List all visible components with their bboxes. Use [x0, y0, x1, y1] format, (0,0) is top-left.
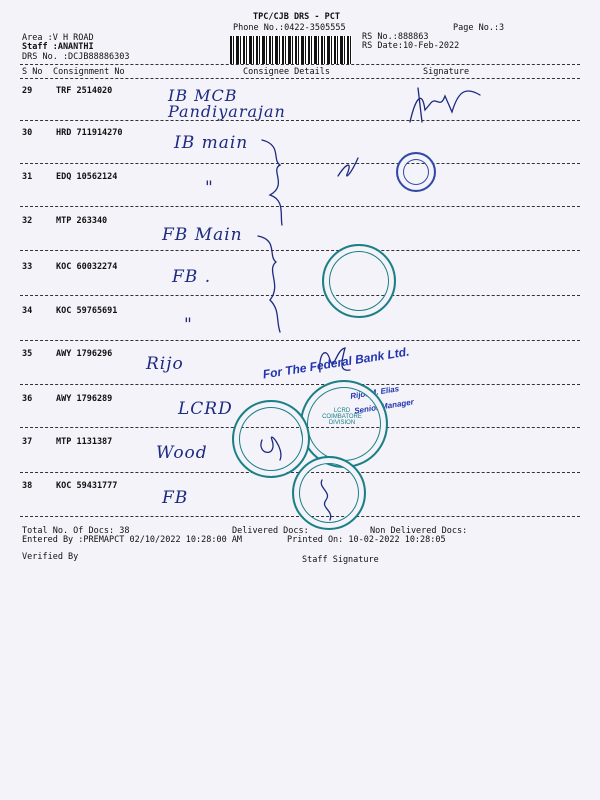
federal-bank-small-stamp — [396, 152, 436, 192]
row-sno: 32 — [22, 216, 33, 226]
row-sno: 30 — [22, 128, 33, 138]
row-handwritten-note: IB main — [174, 133, 249, 153]
row-consignment: HRD 711914270 — [56, 128, 123, 138]
delivered-docs: Delivered Docs: — [232, 526, 309, 536]
row-sno: 38 — [22, 481, 33, 491]
lcrd-stamp-text — [322, 408, 362, 426]
lcrd-line-2: COIMBATORE — [322, 414, 362, 420]
row-handwritten-note: " — [184, 315, 193, 335]
row-consignment: KOC 60032274 — [56, 262, 118, 272]
row-handwritten-note: LCRD — [178, 399, 233, 419]
row-sno: 37 — [22, 437, 33, 447]
bank-stamp-line: For The Federal Bank Ltd. — [261, 344, 411, 382]
lcrd-line-1: LCRD — [333, 408, 351, 414]
page-number: Page No.:3 — [453, 23, 505, 33]
row-handwritten-note: FB — [162, 488, 189, 508]
signature-row31 — [338, 158, 358, 176]
phone-number: Phone No.:0422-3505555 — [233, 23, 346, 33]
row-consignment: KOC 59765691 — [56, 306, 118, 316]
column-signature: Signature — [423, 67, 470, 77]
entered-by: Entered By :PREMAPCT 02/10/2022 10:28:00 AM — [22, 535, 243, 545]
area-label: Area :V H ROAD — [22, 33, 94, 43]
column-sno: S No — [22, 67, 43, 77]
non-delivered-docs: Non Delivered Docs: — [370, 526, 468, 536]
federal-bank-lower-stamp — [292, 456, 366, 530]
document-title: TPC/CJB DRS - PCT — [253, 12, 340, 22]
row-handwritten-note: FB . — [172, 267, 212, 287]
printed-on: Printed On: 10-02-2022 10:28:05 — [287, 535, 446, 545]
total-docs: Total No. Of Docs: 38 — [22, 526, 130, 536]
row-consignment: TRF 2514020 — [56, 86, 113, 96]
officer-name: Rijo. M. Elias — [349, 384, 400, 401]
row-sno: 31 — [22, 172, 33, 182]
rs-date: RS Date:10-Feb-2022 — [362, 41, 460, 51]
officer-title: Senior Manager — [353, 397, 415, 416]
row-handwritten-note: " — [205, 178, 214, 198]
column-consignee: Consignee Details — [243, 67, 330, 77]
good-health-stamp — [232, 400, 310, 478]
row-consignment: AWY 1796296 — [56, 349, 113, 359]
row-consignment: MTP 1131387 — [56, 437, 113, 447]
row-sno: 29 — [22, 86, 33, 96]
row-sno: 35 — [22, 349, 33, 359]
row-handwritten-note: FB Main — [162, 225, 243, 245]
row-consignment: KOC 59431777 — [56, 481, 118, 491]
lcrd-line-3: DIVISION — [328, 420, 356, 426]
row-handwritten-note: IB MCB Pandiyarajan — [168, 86, 286, 121]
row-consignment: EDQ 10562124 — [56, 172, 118, 182]
row-handwritten-note: Rijo — [146, 354, 184, 374]
staff-label: Staff :ANANTHI — [22, 42, 94, 52]
ditto-brace — [258, 236, 280, 332]
rs-number: RS No.:888863 — [362, 32, 429, 42]
row-sno: 33 — [22, 262, 33, 272]
federal-bank-round-stamp — [322, 244, 396, 318]
column-consignment: Consignment No — [53, 67, 125, 77]
row-handwritten-note: Wood — [156, 443, 208, 463]
ditto-brace — [262, 140, 282, 225]
row-consignment: AWY 1796289 — [56, 394, 113, 404]
drs-number: DRS No. :DCJB88886303 — [22, 52, 130, 62]
staff-signature: Staff Signature — [302, 555, 379, 565]
row-sno: 36 — [22, 394, 33, 404]
verified-by: Verified By — [22, 552, 79, 562]
row-sno: 34 — [22, 306, 33, 316]
row-consignment: MTP 263340 — [56, 216, 108, 226]
